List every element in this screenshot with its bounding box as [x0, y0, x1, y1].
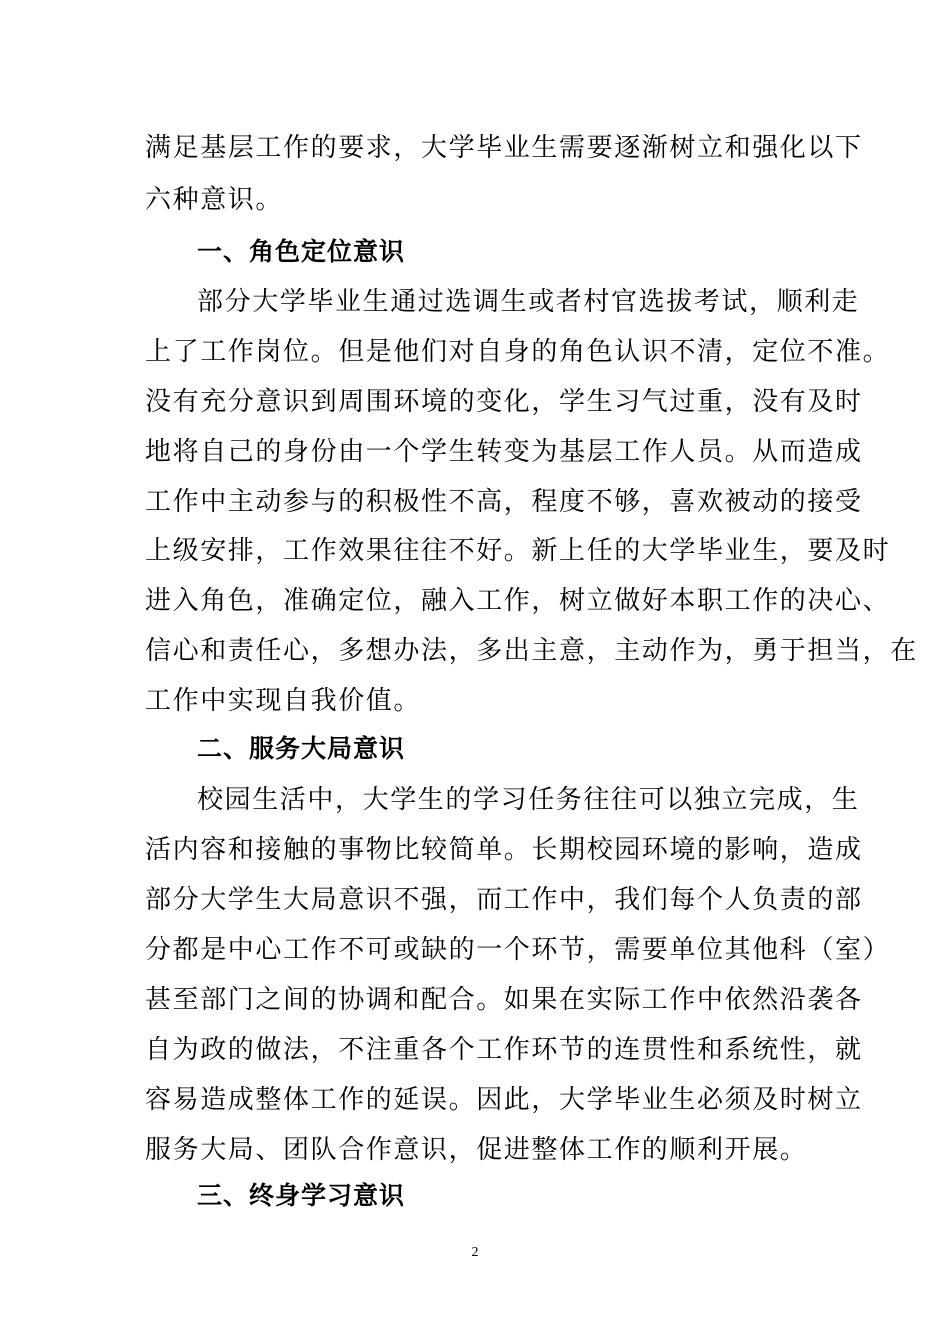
section2-line-5: 甚至部门之间的协调和配合。如果在实际工作中依然沿袭各 [145, 985, 863, 1015]
section2-line-1: 校园生活中，大学生的学习任务往往可以独立完成，生 [197, 785, 860, 815]
section1-line-8: 信心和责任心，多想办法，多出主意，主动作为，勇于担当，在 [145, 636, 918, 666]
section2-line-6: 自为政的做法，不注重各个工作环节的连贯性和系统性，就 [145, 1035, 863, 1065]
section1-line-7: 进入角色，准确定位，融入工作，树立做好本职工作的决心、 [145, 586, 891, 616]
intro-line-2: 六种意识。 [145, 185, 284, 215]
section1-line-3: 没有充分意识到周围环境的变化，学生习气过重，没有及时 [145, 387, 863, 417]
section-heading-role: 一、角色定位意识 [197, 237, 406, 266]
section2-line-4: 分都是中心工作不可或缺的一个环节，需要单位其他科（室） [145, 935, 891, 965]
page-number: 2 [471, 1245, 479, 1260]
section-heading-learning: 三、终身学习意识 [197, 1181, 406, 1210]
section2-line-7: 容易造成整体工作的延误。因此，大学毕业生必须及时树立 [145, 1085, 863, 1115]
section1-line-2: 上了工作岗位。但是他们对自身的角色认识不清，定位不准。 [145, 337, 891, 367]
section2-line-2: 活内容和接触的事物比较简单。长期校园环境的影响，造成 [145, 835, 863, 865]
section1-line-4: 地将自己的身份由一个学生转变为基层工作人员。从而造成 [145, 437, 863, 467]
section-heading-overall: 二、服务大局意识 [197, 734, 406, 763]
section1-line-1: 部分大学毕业生通过选调生或者村官选拔考试，顺利走 [197, 287, 860, 317]
section1-line-9: 工作中实现自我价值。 [145, 686, 422, 716]
section1-line-5: 工作中主动参与的积极性不高，程度不够，喜欢被动的接受 [145, 487, 863, 517]
intro-line-1: 满足基层工作的要求，大学毕业生需要逐渐树立和强化以下 [145, 133, 863, 163]
section1-line-6: 上级安排，工作效果往往不好。新上任的大学毕业生，要及时 [145, 536, 891, 566]
section2-line-8: 服务大局、团队合作意识，促进整体工作的顺利开展。 [145, 1135, 808, 1165]
section2-line-3: 部分大学生大局意识不强，而工作中，我们每个人负责的部 [145, 885, 863, 915]
